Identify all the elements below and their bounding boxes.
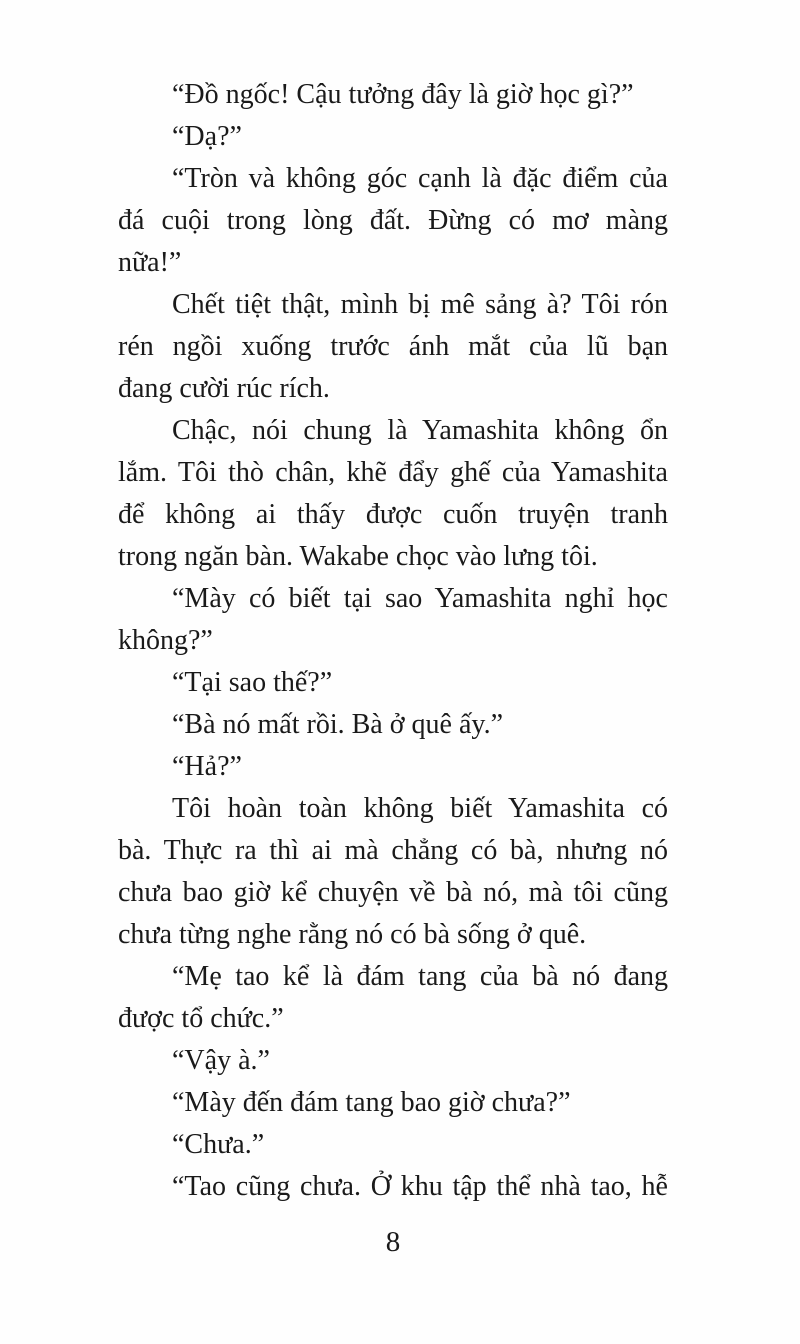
paragraph <box>118 116 668 158</box>
text-line: “Hả?” <box>172 751 242 782</box>
page-text <box>118 74 668 1208</box>
text-line: rén ngồi xuống trước ánh mắt của lũ bạn <box>118 331 668 362</box>
text-line: đá cuội trong lòng đất. Đừng có mơ màng <box>118 205 668 236</box>
text-line: chưa bao giờ kể chuyện về bà nó, mà tôi cũng <box>118 877 668 908</box>
paragraph <box>118 74 668 116</box>
page-number: 8 <box>385 1226 401 1258</box>
text-line: “Mày có biết tại sao Yamashita nghỉ học <box>172 583 668 614</box>
text-line: để không ai thấy được cuốn truyện tranh <box>118 499 668 530</box>
paragraph <box>118 788 668 956</box>
text-line: Chết tiệt thật, mình bị mê sảng à? Tôi rón <box>172 289 668 320</box>
text-line: trong ngăn bàn. Wakabe chọc vào lưng tôi. <box>118 541 598 572</box>
text-line: chưa từng nghe rằng nó có bà sống ở quê. <box>118 919 587 950</box>
text-line: Chậc, nói chung là Yamashita không ổn <box>172 415 668 446</box>
paragraph <box>118 746 668 788</box>
paragraph <box>118 1040 668 1082</box>
text-line: Tôi hoàn toàn không biết Yamashita có <box>172 793 668 824</box>
text-line: “Mày đến đám tang bao giờ chưa?” <box>172 1087 571 1118</box>
paragraph <box>118 284 668 410</box>
text-line: “Tao cũng chưa. Ở khu tập thể nhà tao, hễ <box>172 1171 668 1202</box>
text-line: “Mẹ tao kể là đám tang của bà nó đang <box>172 961 668 992</box>
text-line: không?” <box>118 625 213 656</box>
paragraph <box>118 158 668 284</box>
paragraph <box>118 704 668 746</box>
text-line: lắm. Tôi thò chân, khẽ đẩy ghế của Yamashita <box>118 457 668 488</box>
text-line: nữa!” <box>118 247 182 278</box>
text-line: “Đồ ngốc! Cậu tưởng đây là giờ học gì?” <box>172 79 634 110</box>
paragraph <box>118 1124 668 1166</box>
text-line: “Bà nó mất rồi. Bà ở quê ấy.” <box>172 709 503 740</box>
paragraph <box>118 410 668 578</box>
paragraph <box>118 1082 668 1124</box>
paragraph <box>118 662 668 704</box>
paragraph <box>118 1166 668 1208</box>
text-line: được tổ chức.” <box>118 1003 284 1034</box>
text-line: “Tại sao thế?” <box>172 667 333 698</box>
text-line: “Chưa.” <box>172 1129 265 1160</box>
text-line: bà. Thực ra thì ai mà chẳng có bà, nhưng nó <box>118 835 668 866</box>
paragraph <box>118 956 668 1040</box>
text-line: đang cười rúc rích. <box>118 373 330 404</box>
text-line: “Tròn và không góc cạnh là đặc điểm của <box>172 163 668 194</box>
paragraph <box>118 578 668 662</box>
text-line: “Dạ?” <box>172 121 242 152</box>
text-line: “Vậy à.” <box>172 1045 270 1076</box>
